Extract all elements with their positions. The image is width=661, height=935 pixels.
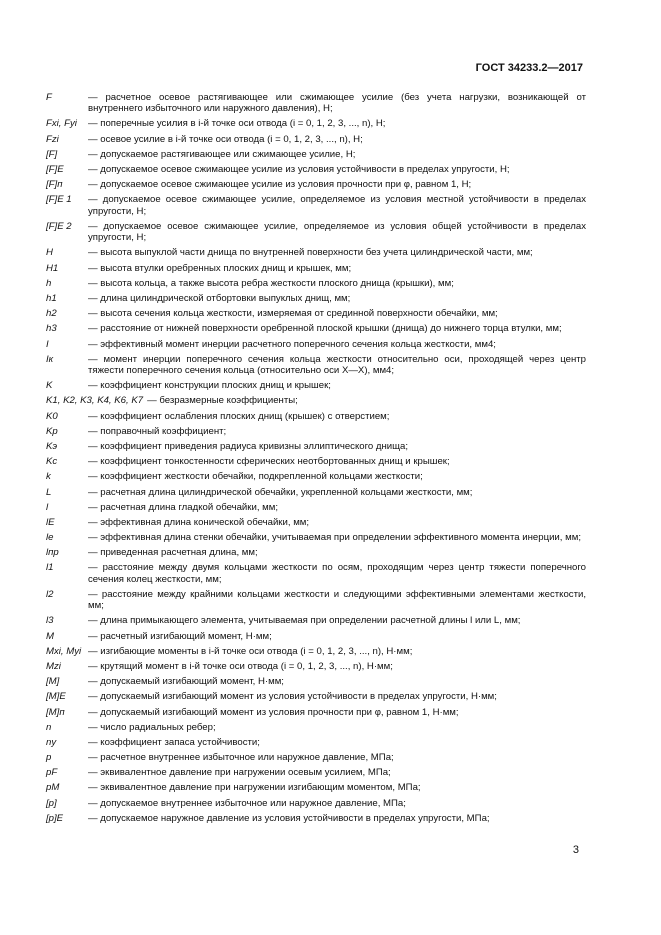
symbol-description: — расстояние между двумя кольцами жесткости по осям, проходящим через центр тяжести поперечного сечения колец жесткости, мм; [88, 562, 586, 585]
symbol-entry [46, 339, 586, 350]
symbol: [F] [46, 148, 58, 160]
symbol-entry [46, 134, 586, 145]
symbol-entry [46, 767, 586, 778]
symbol-entry [46, 441, 586, 452]
symbol-description: — осевое усилие в i-й точке оси отвода (i = 0, 1, 2, 3, ..., n), Н; [88, 133, 363, 145]
symbol-description: — допускаемое осевое сжимающее усилие из условия прочности при φ, равном 1, Н; [88, 179, 472, 191]
symbol-entry [46, 646, 586, 657]
symbol-entry [46, 411, 586, 422]
symbol-entry [46, 293, 586, 304]
symbol: M [46, 630, 54, 642]
symbol: [M] [46, 676, 60, 688]
symbol-entry [46, 798, 586, 809]
symbol-description: — эффективный момент инерции расчетного поперечного сечения кольца жесткости, мм4; [88, 338, 496, 350]
symbol-description: — расчетная длина гладкой обечайки, мм; [88, 501, 279, 513]
symbol-entry [46, 722, 586, 733]
symbol-entry [46, 547, 586, 558]
symbol-description: — крутящий момент в i-й точке оси отвода (i = 0, 1, 2, 3, ..., n), Н·мм; [88, 660, 393, 672]
symbol-description: — допускаемое осевое сжимающее усилие из условия устойчивости в пределах упругости, Н; [88, 164, 510, 176]
symbol-description: — допускаемое внутреннее избыточное или наружное давление, МПа; [88, 797, 406, 809]
document-header: ГОСТ 34233.2—2017 [475, 62, 583, 74]
symbol-entry [46, 194, 586, 217]
symbol: [p] [46, 797, 57, 809]
symbol: Mxi, Myi [46, 645, 82, 657]
symbol-description: — коэффициент жесткости обечайки, подкрепленной кольцами жесткости; [88, 471, 423, 483]
symbol: Fzi [46, 133, 59, 145]
symbol-description: — расстояние от нижней поверхности оребренной плоской крышки (днища) до нижнего торца втулки, мм; [88, 323, 562, 335]
symbol-entry [46, 631, 586, 642]
symbol-description: — расчетное внутреннее избыточное или наружное давление, МПа; [88, 752, 394, 764]
symbol: h3 [46, 323, 57, 335]
symbol: l2 [46, 588, 54, 600]
symbol: le [46, 532, 54, 544]
symbol-entry [46, 323, 586, 334]
symbol-entry [46, 118, 586, 129]
symbol-entry [46, 308, 586, 319]
symbol-entry [46, 471, 586, 482]
symbol: l1 [46, 562, 54, 574]
symbol-description: — расчетная длина цилиндрической обечайки, укрепленной кольцами жесткости, мм; [88, 486, 473, 498]
symbol: p [46, 752, 52, 764]
symbol-description: — поправочный коэффициент; [88, 425, 227, 437]
symbol-description: — изгибающие моменты в i-й точке оси отвода (i = 0, 1, 2, 3, ..., n), Н·мм; [88, 645, 413, 657]
symbol-entry [46, 395, 586, 406]
symbol: [M]E [46, 691, 66, 703]
symbol: F [46, 92, 52, 103]
symbol-entry [46, 247, 586, 258]
symbol-description: — коэффициент тонкостенности сферических неотбортованных днищ и крышек; [88, 456, 450, 468]
symbol-description: — эквивалентное давление при нагружении осевым усилием, МПа; [88, 767, 391, 779]
symbol-description: — допускаемое растягивающее или сжимающее усилие, Н; [88, 148, 356, 160]
symbol: k [46, 471, 51, 483]
symbol-description: — высота выпуклой части днища по внутренней поверхности без учета цилиндрической части, мм; [88, 247, 533, 259]
symbol: ny [46, 736, 57, 748]
symbol-entry [46, 456, 586, 467]
symbol-description: — допускаемый изгибающий момент из условия устойчивости в пределах упругости, Н·мм; [88, 691, 497, 703]
symbol-entry [46, 589, 586, 612]
symbol: Kэ [46, 440, 58, 452]
symbol-description: — число радиальных ребер; [88, 721, 216, 733]
page-number: 3 [572, 844, 579, 856]
symbol-entry [46, 813, 586, 824]
symbol: H1 [46, 262, 59, 274]
symbol-description: — момент инерции поперечного сечения кольца жесткости относительно оси, проходящей через центр тяжести поперечного сечения кольца (относительно оси X—X), мм4; [88, 353, 586, 376]
symbol-description: — эффективная длина конической обечайки, мм; [88, 516, 310, 528]
symbol-description: — расстояние между крайними кольцами жесткости и следующими эффективными элементами жесткости, мм; [88, 588, 586, 612]
symbol-entry [46, 737, 586, 748]
symbol: H [46, 247, 53, 259]
symbol-entry [46, 179, 586, 190]
symbol-entry [46, 517, 586, 528]
symbol-description: — длина примыкающего элемента, учитываемая при определении расчетной длины l или L, мм; [88, 615, 521, 627]
symbol-entry [46, 263, 586, 274]
symbol: Fxi, Fyi [46, 118, 77, 130]
symbol: [F]п [46, 179, 63, 191]
symbol: h2 [46, 308, 57, 320]
symbol: Mzi [46, 660, 61, 672]
symbol-entry [46, 676, 586, 687]
symbol-description: — поперечные усилия в i-й точке оси отвода (i = 0, 1, 2, 3, ..., n), Н; [88, 118, 386, 130]
symbol: [M]п [46, 706, 65, 718]
symbol: [p]E [46, 812, 64, 824]
symbol-description: — коэффициент ослабления плоских днищ (крышек) с отверстием; [88, 410, 390, 422]
symbol: Kс [46, 456, 58, 468]
symbol: [F]E [46, 164, 64, 176]
symbol-entry [46, 278, 586, 289]
symbol: I [46, 338, 49, 350]
symbol: pF [46, 767, 58, 779]
symbol-entry [46, 487, 586, 498]
symbol-description: — длина цилиндрической отбортовки выпуклых днищ, мм; [88, 292, 351, 304]
symbol-entry [46, 661, 586, 672]
symbol-entry [46, 562, 586, 585]
symbol-entry [46, 691, 586, 702]
symbol: K1, K2, K3, K4, K6, K7 [46, 395, 144, 407]
symbol-description: — высота сечения кольца жесткости, измеряемая от срединной поверхности обечайки, мм; [88, 308, 498, 320]
symbol-description: — расчетный изгибающий момент, Н·мм; [88, 630, 272, 642]
symbol-entry [46, 615, 586, 626]
symbol-entry [46, 502, 586, 513]
symbol: [F]E 1 [46, 194, 72, 206]
symbol-entry [46, 426, 586, 437]
symbol-list [46, 92, 586, 828]
symbol-description: — допускаемый изгибающий момент, Н·мм; [88, 676, 284, 688]
symbol-entry [46, 380, 586, 391]
symbol-entry [46, 149, 586, 160]
symbol-description: — допускаемый изгибающий момент из условия прочности при φ, равном 1, Н·мм; [88, 706, 459, 718]
symbol: l [46, 501, 49, 513]
symbol: lпр [46, 547, 59, 559]
symbol-entry [46, 707, 586, 718]
symbol-entry [46, 354, 586, 377]
symbol-description: — эквивалентное давление при нагружении изгибающим моментом, МПа; [88, 782, 421, 794]
symbol-description: — расчетное осевое растягивающее или сжимающее усилие (без учета нагрузки, возникающей от внутреннего избыточного или наружного давления), Н; [88, 92, 586, 115]
symbol-description: — высота втулки оребренных плоских днищ и крышек, мм; [88, 262, 352, 274]
symbol-description: — допускаемое осевое сжимающее усилие, определяемое из условия общей устойчивости в пределах упругости, Н; [88, 220, 586, 244]
symbol-description: — безразмерные коэффициенты; [147, 395, 298, 407]
symbol-description: — коэффициент запаса устойчивости; [88, 736, 260, 748]
symbol: n [46, 721, 52, 733]
symbol-entry [46, 92, 586, 115]
symbol: pM [46, 782, 60, 794]
symbol: L [46, 486, 52, 498]
symbol: h [46, 277, 52, 289]
symbol-description: — допускаемое наружное давление из условия устойчивости в пределах упругости, МПа; [88, 812, 490, 824]
symbol: h1 [46, 292, 57, 304]
symbol: K [46, 380, 53, 392]
symbol: Kp [46, 425, 58, 437]
symbol-entry [46, 164, 586, 175]
symbol: lE [46, 516, 55, 528]
symbol-description: — коэффициент конструкции плоских днищ и крышек; [88, 380, 331, 392]
symbol-description: — допускаемое осевое сжимающее усилие, определяемое из условия местной устойчивости в пределах упругости, Н; [88, 194, 586, 217]
symbol-description: — эффективная длина стенки обечайки, учитываемая при определении эффективного момента инерции, мм; [88, 532, 581, 544]
symbol-entry [46, 752, 586, 763]
symbol: Iк [46, 353, 54, 365]
symbol: K0 [46, 410, 58, 422]
symbol: l3 [46, 615, 54, 627]
symbol-entry [46, 221, 586, 244]
symbol-entry [46, 782, 586, 793]
symbol-description: — высота кольца, а также высота ребра жесткости плоского днища (крышки), мм; [88, 277, 454, 289]
symbol-entry [46, 532, 586, 543]
symbol-description: — приведенная расчетная длина, мм; [88, 547, 258, 559]
symbol: [F]E 2 [46, 220, 72, 232]
symbol-description: — коэффициент приведения радиуса кривизны эллиптического днища; [88, 440, 409, 452]
